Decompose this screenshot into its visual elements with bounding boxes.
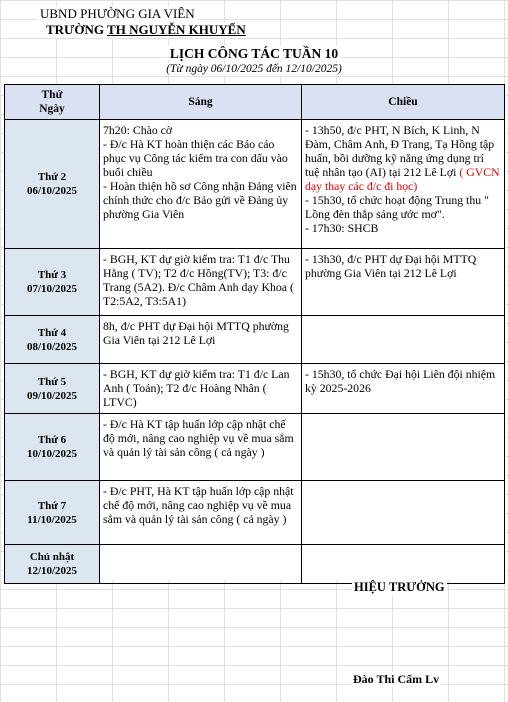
day-date: 11/10/2025 — [27, 513, 77, 526]
day-cell — [5, 545, 100, 584]
day-date: 08/10/2025 — [26, 340, 78, 353]
day-cell — [5, 414, 100, 481]
day-cell — [5, 316, 100, 364]
table-row — [5, 249, 505, 316]
day-name: Thứ 3 — [37, 269, 67, 281]
org-name: UBND PHƯỜNG GIA VIÊN — [40, 6, 195, 21]
afternoon-cell — [302, 414, 505, 481]
schedule-table-wrapper — [4, 84, 504, 580]
header-day-line2: Ngày — [39, 103, 65, 115]
table-header-row — [5, 85, 505, 120]
date-range-text: (Từ ngày 06/10/2025 đến 12/10/2025) — [163, 63, 345, 75]
afternoon-cell — [302, 481, 505, 545]
table-row — [5, 120, 505, 249]
school-prefix: TRƯỜNG — [46, 22, 108, 37]
morning-cell: 8h, đ/c PHT dự Đại hội MTTQ phường Gia Viên tại 212 Lê Lợi — [100, 316, 302, 364]
header-morning: Sáng — [100, 85, 302, 120]
day-name: Thứ 4 — [37, 326, 67, 339]
morning-cell: - Đ/c Hà KT tập huấn lớp cập nhật chế độ mới, nâng cao nghiệp vụ về mua sắm và quản lý tài sản công ( cả ngày ) — [100, 414, 302, 481]
afternoon-cell: - 13h30, đ/c PHT dự Đại hội MTTQ phường Gia Viên tại 212 Lê Lợi — [302, 249, 505, 316]
afternoon-cell: - 15h30, tổ chức Đại hội Liên đội nhiệm kỳ 2025-2026 — [302, 364, 505, 414]
afternoon-cell — [302, 120, 505, 249]
day-name: Thứ 7 — [37, 499, 67, 512]
morning-cell: - BGH, KT dự giờ kiểm tra: T1 đ/c Lan Anh ( Toán); T2 đ/c Hoàng Nhân ( LTVC) — [100, 364, 302, 414]
signature-name: Đào Thi Cẩm Lv — [353, 672, 440, 686]
morning-cell — [100, 545, 302, 584]
day-date: 12/10/2025 — [26, 565, 78, 577]
day-date: 09/10/2025 — [26, 389, 78, 402]
afternoon-text: - 13h50, đ/c PHT, N Bích, K Linh, N Đàm, Châm Anh, Đ Trang, Tạ Hồng tập huấn, bồi dưỡng kỹ năng ứng dụng trí tuệ nhân tạo (AI) tại 212 Lê Lợi — [305, 123, 495, 179]
day-name: Thứ 6 — [37, 434, 67, 446]
header-day-line1: Thứ — [41, 89, 63, 101]
day-date: 06/10/2025 — [26, 185, 78, 197]
day-name: Thứ 2 — [37, 171, 67, 183]
morning-cell: - Đ/c PHT, Hà KT tập huấn lớp cập nhật chế độ mới, nâng cao nghiệp vụ về mua sắm và quản lý tài sản công ( cả ngày ) — [100, 481, 302, 545]
school-name-underlined: TH NGUYỄN KHUYẾN — [107, 22, 246, 37]
date-range — [0, 63, 508, 75]
header-afternoon: Chiều — [302, 85, 505, 120]
morning-cell: 7h20: Chào cờ - Đ/c Hà KT hoàn thiện các Báo cáo phục vụ Công tác kiểm tra con dấu vào buổi chiều - Hoàn thiện hồ sơ Công nhận Đảng viên chính thức cho đ/c Bảo gửi về Đảng ủy phường Gia Viên — [100, 120, 302, 249]
day-name: Thứ 5 — [37, 375, 67, 388]
afternoon-text-more: - 15h30, tổ chức hoạt động Trung thu " Lồng đèn thắp sáng ước mơ". - 17h30: SHCB — [305, 193, 489, 235]
day-date: 07/10/2025 — [26, 283, 78, 295]
table-row — [5, 364, 505, 414]
table-row — [5, 481, 505, 545]
morning-cell: - BGH, KT dự giờ kiểm tra: T1 đ/c Thu Hằng ( TV); T2 đ/c Hồng(TV); T3: đ/c Trang (5A2). Đ/c Châm Anh dạy Khoa ( T2:5A2, T3:5A1) — [100, 249, 302, 316]
afternoon-cell — [302, 316, 505, 364]
school-name — [44, 22, 248, 38]
day-cell — [5, 120, 100, 249]
day-cell — [5, 249, 100, 316]
schedule-table — [4, 84, 505, 584]
afternoon-cell — [302, 545, 505, 584]
table-row — [5, 545, 505, 584]
afternoon-note-red: ( GVCN dạy thay các đ/c đi học) — [305, 165, 500, 193]
day-date: 10/10/2025 — [26, 448, 78, 460]
schedule-title-text: LỊCH CÔNG TÁC TUẦN 10 — [167, 46, 341, 61]
table-row — [5, 414, 505, 481]
table-row — [5, 316, 505, 364]
schedule-title — [0, 46, 508, 62]
day-cell — [5, 481, 100, 545]
header-day — [5, 85, 100, 120]
day-cell — [5, 364, 100, 414]
day-name: Chủ nhật — [29, 551, 75, 563]
signature-role: HIỆU TRƯỞNG — [354, 580, 445, 594]
